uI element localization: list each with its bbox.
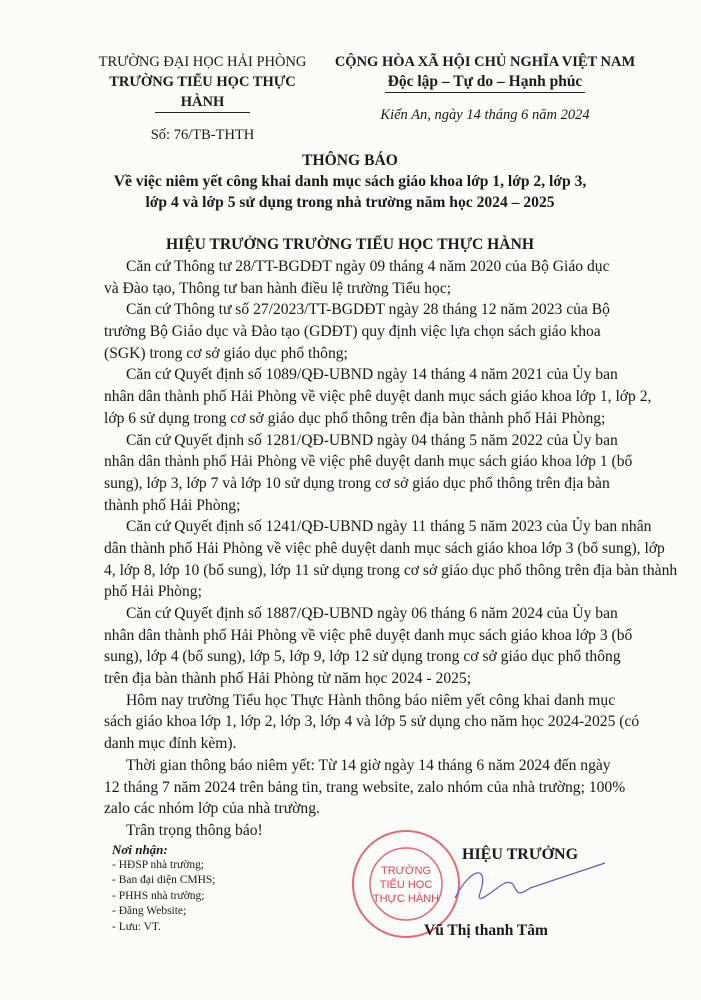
- paragraph-line: phố Hải Phòng;: [104, 583, 202, 601]
- doc-type: THÔNG BÁO: [302, 152, 398, 169]
- svg-text:TRƯỜNG: TRƯỜNG: [381, 865, 431, 877]
- svg-text:THỰC HÀNH: THỰC HÀNH: [372, 893, 440, 905]
- place-date: Kiến An, ngày 14 tháng 6 năm 2024: [380, 107, 590, 123]
- paragraph-line: zalo các nhóm lớp của nhà trường.: [104, 800, 320, 818]
- paragraph-line: nhân dân thành phố Hải Phòng về việc phê duyệt danh mục sách giáo khoa lớp 1 (bổ: [104, 453, 633, 471]
- org-name: TRƯỜNG TIỂU HỌC THỰC HÀNH: [109, 74, 296, 110]
- paragraph-line: dân thành phố Hải Phòng về việc phê duyệt danh mục sách giáo khoa lớp 3 (bổ sung), lớp: [104, 539, 665, 557]
- paragraph-line: trưởng Bộ Giáo dục và Đào tạo (GDĐT) quy định việc lựa chọn sách giáo khoa: [104, 323, 601, 341]
- paragraph-line: Trân trọng thông báo!: [126, 821, 263, 839]
- recipients: [112, 842, 216, 935]
- motto: Độc lập – Tự do – Hạnh phúc: [387, 73, 583, 90]
- paragraph-line: danh mục đính kèm).: [104, 735, 237, 753]
- title-block: [60, 150, 640, 213]
- signer-title: HIỆU TRƯỞNG: [462, 846, 579, 863]
- doc-number: Số: 76/TB-THTH: [150, 127, 255, 143]
- signer-name: Vũ Thị thanh Tâm: [424, 922, 548, 939]
- subject-line-1: Về việc niêm yết công khai danh mục sách giáo khoa lớp 1, lớp 2, lớp 3,: [113, 173, 587, 190]
- paragraph-line: Căn cứ Thông tư số 27/2023/TT-BGDĐT ngày 28 tháng 12 năm 2023 của Bộ: [126, 301, 610, 319]
- paragraph-line: Căn cứ Quyết định số 1089/QĐ-UBND ngày 14 tháng 4 năm 2021 của Ủy ban: [126, 366, 618, 384]
- paragraph-line: 4, lớp 8, lớp 10 (bổ sung), lớp 11 sử dụng trong cơ sở giáo dục phổ thông trên địa bàn thành: [104, 561, 678, 579]
- paragraph-line: nhân dân thành phố Hải Phòng về việc phê duyệt danh mục sách giáo khoa lớp 3 (bổ: [104, 626, 633, 644]
- paragraph-line: 12 tháng 7 năm 2024 trên bảng tin, trang website, zalo nhóm của nhà trường; 100%: [104, 778, 626, 796]
- paragraph-line: nhân dân thành phố Hải Phòng về việc phê duyệt danh mục sách giáo khoa lớp 1, lớp 2,: [104, 388, 652, 406]
- recipients-label: Nơi nhận:: [112, 842, 168, 857]
- paragraph-line: thành phố Hải Phòng;: [104, 496, 241, 514]
- paragraph-line: lớp 6 sử dụng trong cơ sở giáo dục phổ thông trên địa bàn thành phố Hải Phòng;: [104, 409, 606, 427]
- issuer: HIỆU TRƯỞNG TRƯỜNG TIỂU HỌC THỰC HÀNH: [166, 236, 534, 253]
- recipient-item: - Đăng Website;: [112, 905, 187, 917]
- recipient-item: - HĐSP nhà trường;: [112, 858, 205, 871]
- document-body: [104, 256, 678, 842]
- paragraph-line: và Đào tạo, Thông tư ban hành điều lệ trường Tiểu học;: [104, 279, 452, 297]
- paragraph-line: Hôm nay trường Tiểu học Thực Hành thông báo niêm yết công khai danh mục: [126, 691, 616, 709]
- divider: [155, 112, 250, 113]
- paragraph-line: trên địa bàn thành phố Hải Phòng từ năm học 2024 - 2025;: [104, 670, 472, 688]
- recipient-item: - PHHS nhà trường;: [112, 889, 205, 902]
- org-parent: TRƯỜNG ĐẠI HỌC HẢI PHÒNG: [98, 54, 307, 70]
- paragraph-line: (SGK) trong cơ sở giáo dục phổ thông;: [104, 344, 348, 362]
- paragraph-line: sung), lớp 3, lớp 7 và lớp 10 sử dụng trong cơ sở giáo dục phổ thông trên địa bàn: [104, 474, 610, 492]
- paragraph-line: Căn cứ Quyết định số 1887/QĐ-UBND ngày 06 tháng 6 năm 2024 của Ủy ban: [126, 605, 618, 622]
- paragraph-line: Căn cứ Quyết định số 1241/QĐ-UBND ngày 11 tháng 5 năm 2023 của Ủy ban nhân: [126, 518, 652, 536]
- paragraph-line: sách giáo khoa lớp 1, lớp 2, lớp 3, lớp 4 và lớp 5 sử dụng cho năm học 2024-2025 (có: [104, 713, 640, 731]
- paragraph-line: Căn cứ Thông tư 28/TT-BGDĐT ngày 09 tháng 4 năm 2020 của Bộ Giáo dục: [126, 258, 610, 275]
- paragraph-line: sung), lớp 4 (bổ sung), lớp 5, lớp 9, lớp 12 sử dụng trong cơ sở giáo dục phổ thông: [104, 648, 621, 666]
- subject-line-2: lớp 4 và lớp 5 sử dụng trong nhà trường năm học 2024 – 2025: [145, 194, 555, 211]
- recipient-item: - Lưu: VT.: [112, 920, 161, 933]
- paragraph-line: Thời gian thông báo niêm yết: Từ 14 giờ ngày 14 tháng 6 năm 2024 đến ngày: [126, 756, 611, 774]
- paragraph-line: Căn cứ Quyết định số 1281/QĐ-UBND ngày 04 tháng 5 năm 2022 của Ủy ban: [126, 431, 618, 449]
- recipient-item: - Ban đại diện CMHS;: [112, 874, 216, 886]
- country-name: CỘNG HÒA XÃ HỘI CHỦ NGHĨA VIỆT NAM: [334, 54, 636, 70]
- national-header: [330, 52, 640, 125]
- handwritten-signature: [450, 858, 610, 918]
- org-header: [90, 52, 315, 145]
- svg-text:TIỂU HỌC: TIỂU HỌC: [379, 879, 433, 891]
- divider: [385, 92, 585, 93]
